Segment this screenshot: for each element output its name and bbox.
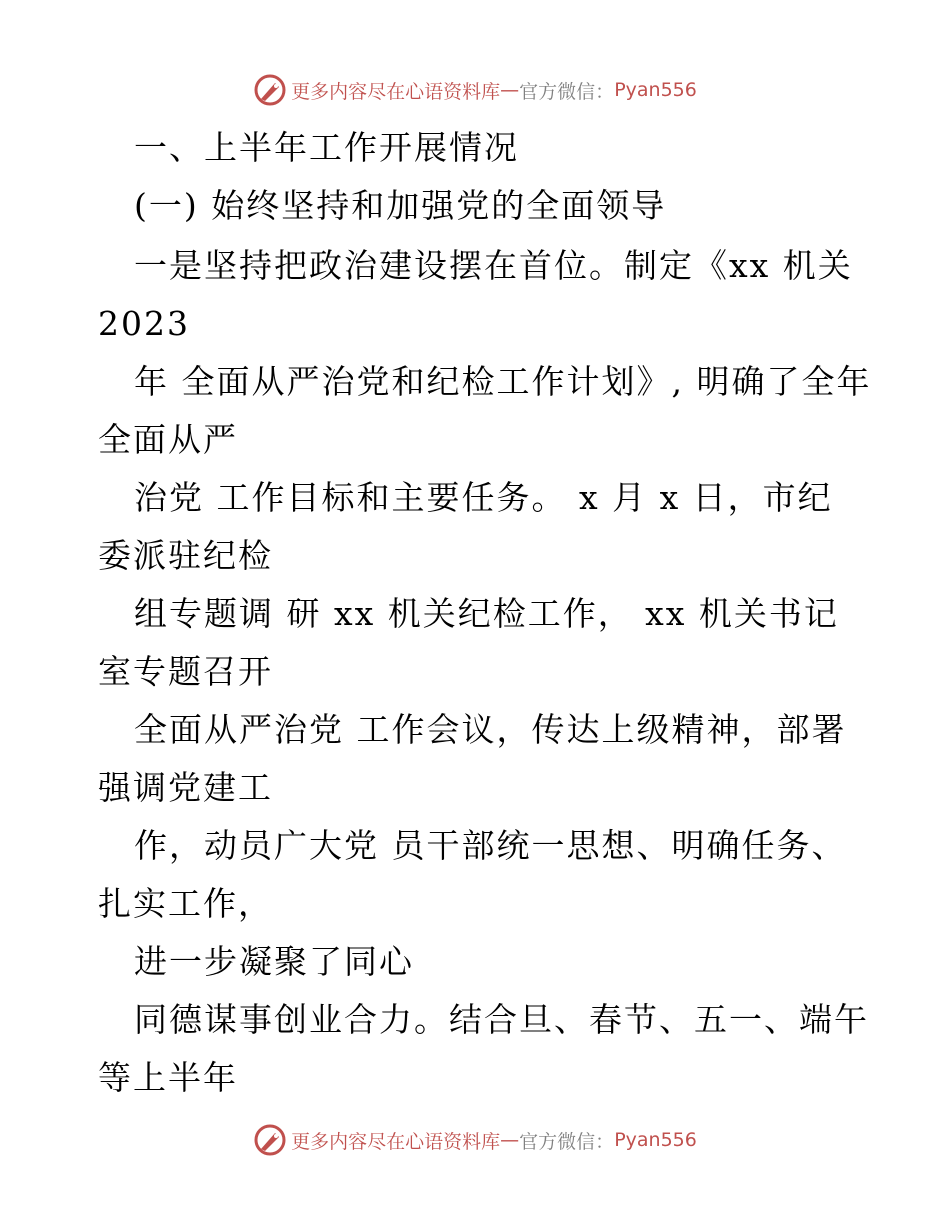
watermark-dash: — xyxy=(500,1129,520,1151)
paragraph-line: 委派驻纪检 xyxy=(98,536,273,575)
section-heading: 一、上半年工作开展情况 xyxy=(134,128,519,167)
subsection-heading: (一) 始终坚持和加强党的全面领导 xyxy=(134,186,667,225)
watermark-account: Pyan556 xyxy=(614,1129,697,1151)
paragraph-line: 扎实工作， xyxy=(98,884,273,923)
header-watermark xyxy=(0,70,950,110)
paragraph-line: 进一步凝聚了同心 xyxy=(134,942,414,981)
watermark-official-text: 官方微信： xyxy=(519,80,615,103)
paragraph-line: 组专题调 研 xx 机关纪检工作， xx 机关书记 xyxy=(134,594,839,633)
watermark-brand-text: 更多内容尽在心语资料库 xyxy=(291,1130,501,1153)
watermark-dash: — xyxy=(500,79,520,101)
paragraph-line: 全面从严治党 工作会议，传达上级精神，部署 xyxy=(134,710,847,749)
watermark-account: Pyan556 xyxy=(614,79,697,101)
footer-watermark xyxy=(0,1120,950,1160)
paragraph-line: 年 全面从严治党和纪检工作计划》, 明确了全年 xyxy=(134,362,872,401)
paragraph-line: 作，动员广大党 员干部统一思想、明确任务、 xyxy=(134,826,847,865)
paragraph-line: 等上半年 xyxy=(98,1058,238,1097)
paragraph-line: 室专题召开 xyxy=(98,652,273,691)
pen-nib-logo-icon xyxy=(253,73,287,107)
paragraph-line: 治党 工作目标和主要任务。 x 月 x 日，市纪 xyxy=(134,478,833,517)
watermark-brand-text: 更多内容尽在心语资料库 xyxy=(291,80,501,103)
watermark-official-text: 官方微信： xyxy=(519,1130,615,1153)
paragraph-line: 同德谋事创业合力。结合旦、春节、五一、端午 xyxy=(134,1000,869,1039)
paragraph-line: 2023 xyxy=(98,304,190,343)
paragraph-line: 强调党建工 xyxy=(98,768,273,807)
paragraph-line: 一是坚持把政治建设摆在首位。制定《xx 机关 xyxy=(134,246,853,285)
pen-nib-logo-icon xyxy=(253,1123,287,1157)
paragraph-line: 全面从严 xyxy=(98,420,238,459)
